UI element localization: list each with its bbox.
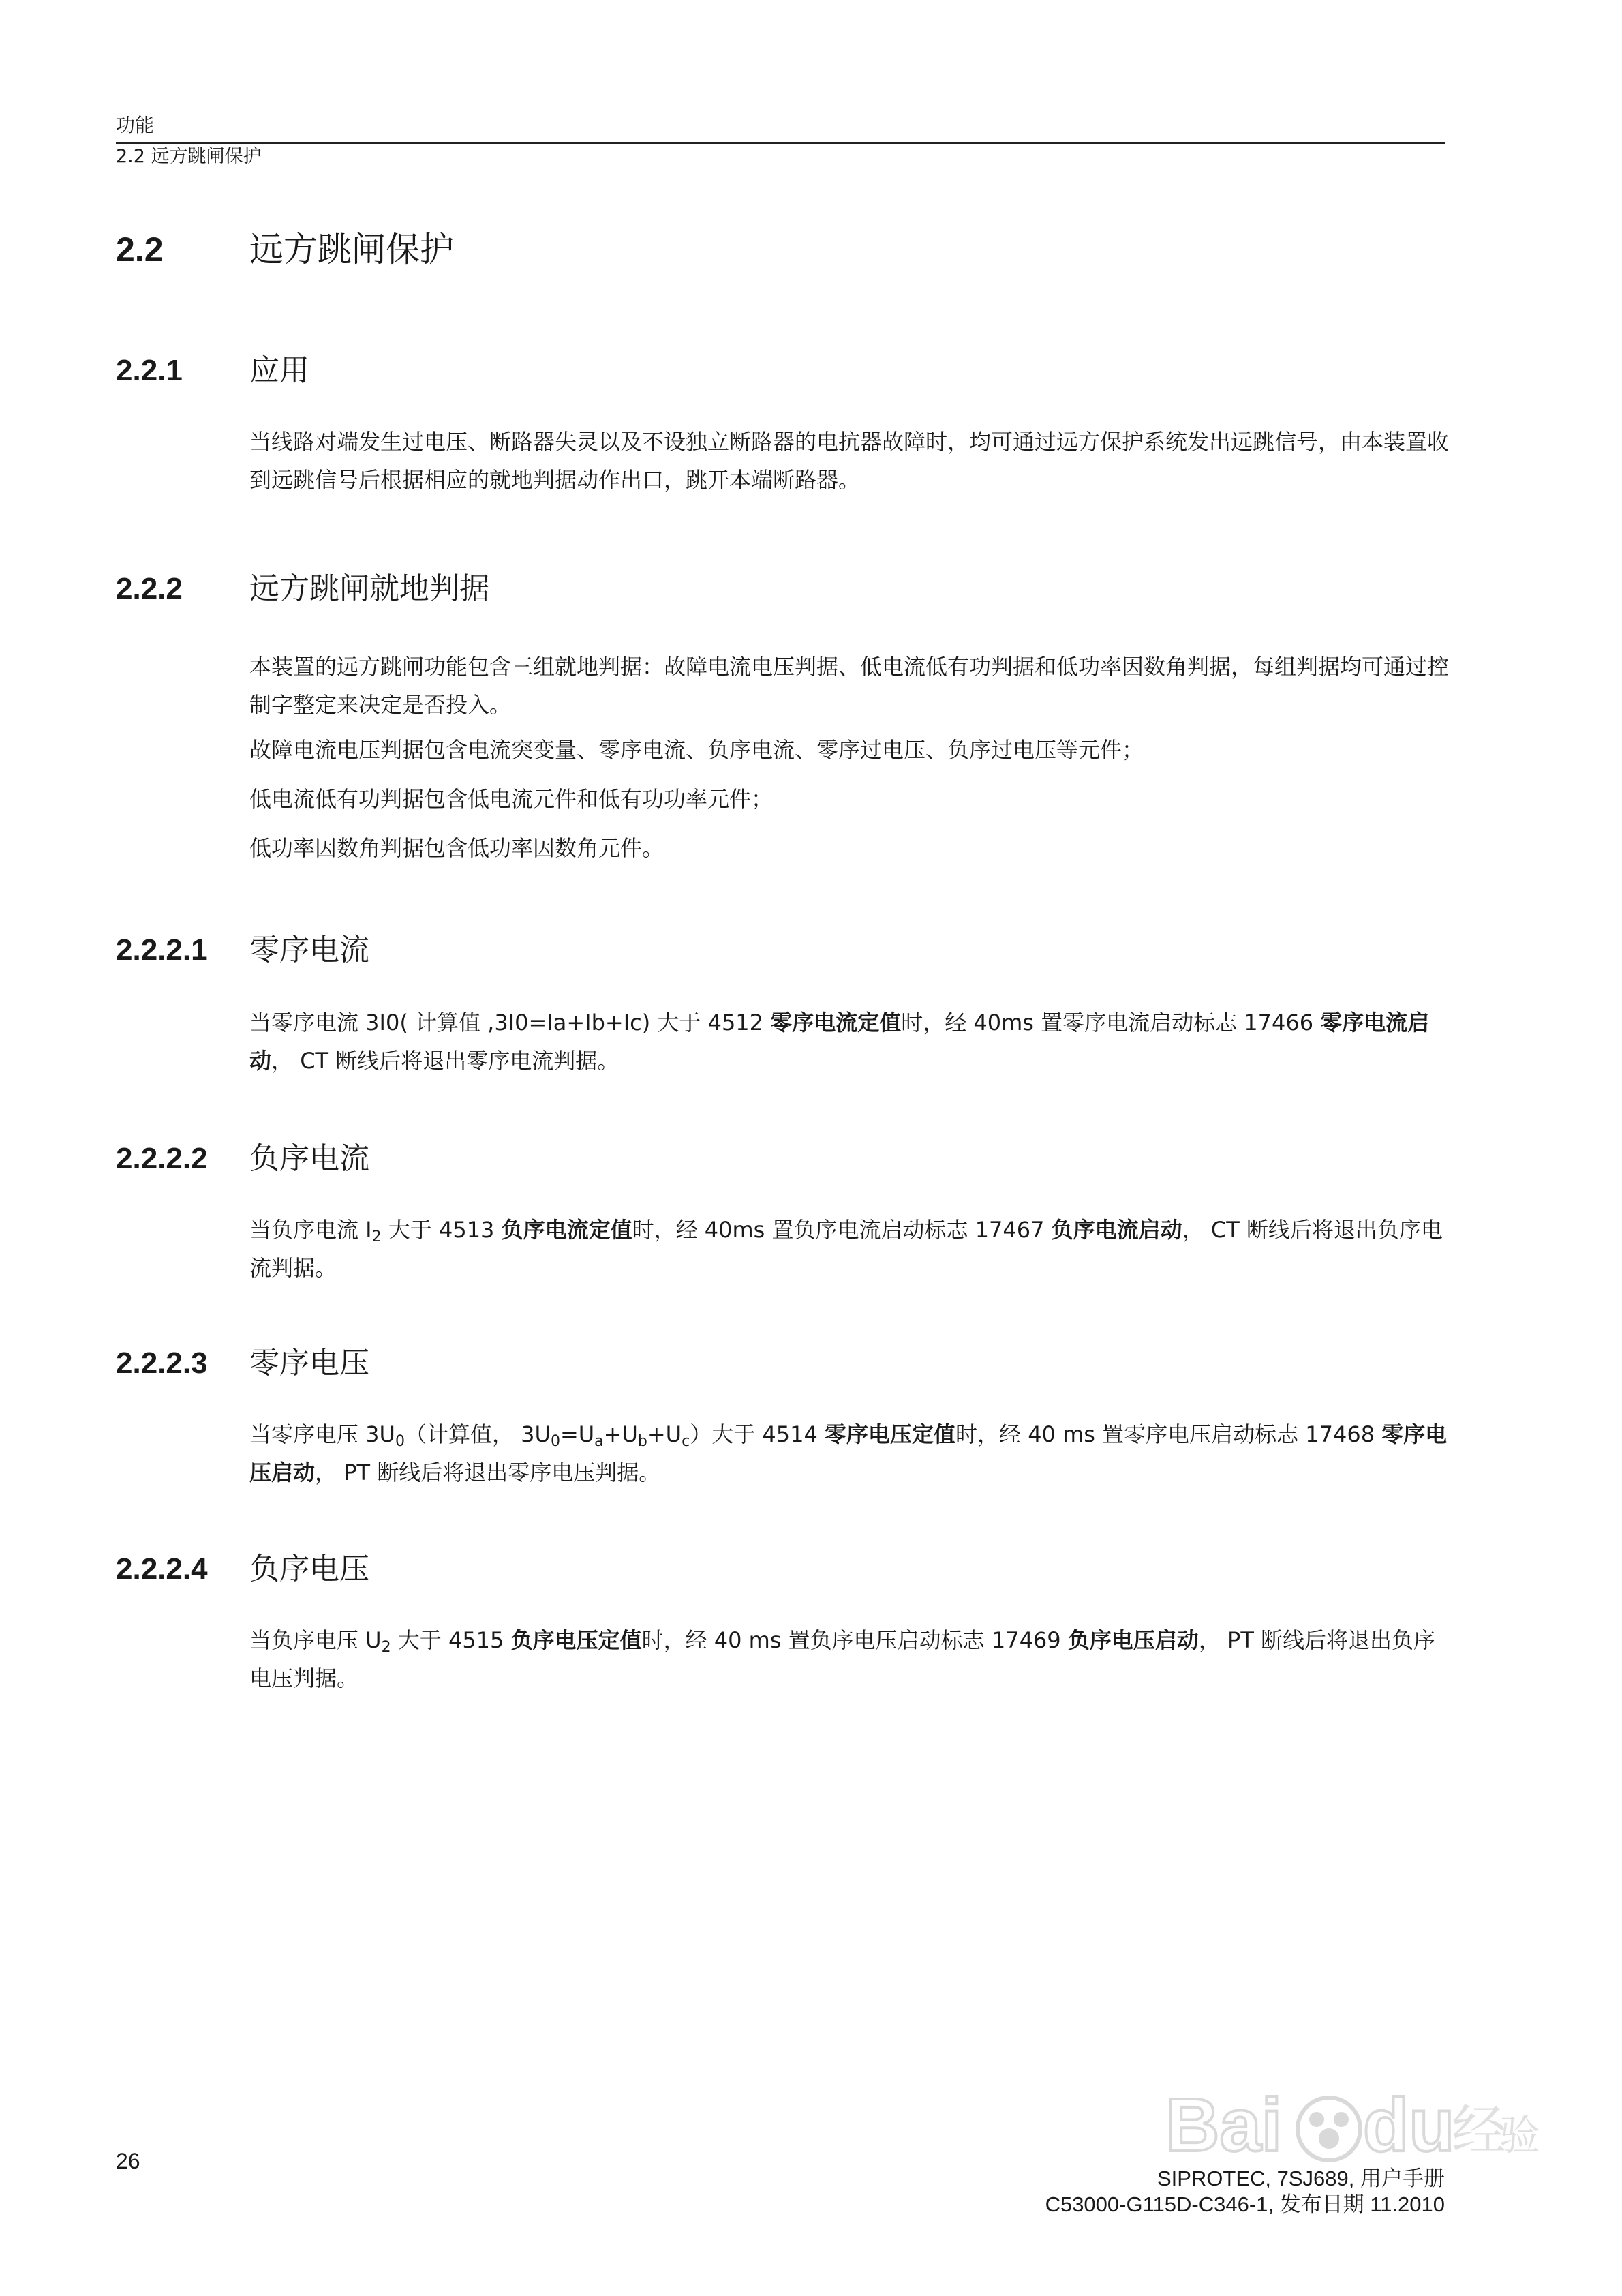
paragraph: 当负序电流 $I_2$ 大于 4513 负序电流定值时，经 40ms 置负序电流启动标志 17467 负序电流启动， CT 断线后将退出负序电流判据。 — [249, 1217, 1443, 1281]
section-heading-2-2-2-4 — [0, 1547, 1622, 1591]
section-number: 2.2.1 — [116, 354, 183, 387]
paragraph: 低电流低有功判据包含低电流元件和低有功功率元件； — [249, 786, 774, 812]
parameter-name: 负序电流定值 — [501, 1217, 632, 1243]
section-number: 2.2 — [116, 230, 164, 269]
section-title: 零序电压 — [249, 1346, 369, 1380]
section-title: 远方跳闸就地判据 — [249, 571, 489, 606]
section-number: 2.2.2.1 — [116, 933, 208, 967]
parameter-name: 零序电流定值 — [770, 1010, 902, 1036]
section-number: 2.2.2 — [116, 572, 183, 605]
paragraph: 当零序电流 3I0( 计算值 ,3I0=Ia+Ib+Ic) 大于 4512 零序电流定值时，经 40ms 置零序电流启动标志 17466 零序电流启动， CT 断线后将退出零序电流判据。 — [249, 1010, 1430, 1074]
section-heading-2-2-2-1 — [0, 928, 1622, 972]
header-rule — [116, 142, 1445, 144]
section-title: 远方跳闸保护 — [249, 230, 454, 269]
page-number: 26 — [116, 2149, 140, 2173]
message-name: 负序电流启动 — [1051, 1217, 1182, 1243]
section-heading-2-2-1 — [0, 349, 1622, 393]
svg-text:Bai: Bai — [1165, 2083, 1283, 2167]
running-header-chapter: 功能 — [116, 114, 155, 136]
paragraph: 故障电流电压判据包含电流突变量、零序电流、负序电流、零序过电压、负序过电压等元件； — [249, 737, 1144, 763]
svg-text:经: 经 — [1452, 2099, 1506, 2162]
svg-text:du: du — [1363, 2083, 1455, 2167]
paragraph: 当负序电压 $U_2$ 大于 4515 负序电压定值时，经 40 ms 置负序电压启动标志 17469 负序电压启动， PT 断线后将退出负序电压判据。 — [249, 1627, 1436, 1691]
footer-product: SIPROTEC, 7SJ689, 用户手册 — [1157, 2166, 1445, 2190]
baidu-jingyan-watermark-icon — [1159, 2076, 1540, 2178]
paragraph: 低功率因数角判据包含低功率因数角元件。 — [249, 835, 664, 861]
section-number: 2.2.2.3 — [116, 1346, 208, 1380]
section-heading-2-2-2-2 — [0, 1137, 1622, 1181]
message-name: 负序电压启动 — [1067, 1627, 1199, 1653]
section-heading-2-2-2-3 — [0, 1342, 1622, 1385]
message-name: 零序电流启动 — [249, 1010, 1430, 1074]
parameter-name: 零序电压定值 — [825, 1421, 956, 1447]
section-title: 零序电流 — [249, 933, 369, 967]
section-title: 负序电压 — [249, 1552, 369, 1586]
paragraph: 当线路对端发生过电压、断路器失灵以及不设独立断路器的电抗器故障时，均可通过远方保护系统发出远跳信号，由本装置收到远跳信号后根据相应的就地判据动作出口，跳开本端断路器。 — [249, 429, 1450, 493]
message-name: 零序电压启动 — [249, 1421, 1448, 1485]
footer-doc-id: C53000-G115D-C346-1, 发布日期 11.2010 — [1045, 2192, 1445, 2216]
section-heading-2-2-2 — [0, 567, 1622, 611]
section-number: 2.2.2.2 — [116, 1142, 208, 1175]
parameter-name: 负序电压定值 — [510, 1627, 642, 1653]
paragraph: 当零序电压 $3U_0$（计算值， $3U_0=U_a+U_b+U_c$）大于 4514 零序电压定值时，经 40 ms 置零序电压启动标志 17468 零序电压启动， PT 断线后将退出零序电压判据。 — [249, 1421, 1448, 1485]
section-title: 应用 — [249, 353, 309, 388]
section-heading-2-2 — [0, 225, 1622, 274]
section-number: 2.2.2.4 — [116, 1552, 208, 1586]
section-title: 负序电流 — [249, 1141, 369, 1176]
svg-text:验: 验 — [1499, 2112, 1540, 2160]
paragraph: 本装置的远方跳闸功能包含三组就地判据：故障电流电压判据、低电流低有功判据和低功率因数角判据，每组判据均可通过控制字整定来决定是否投入。 — [249, 654, 1450, 718]
running-header-section: 2.2 远方跳闸保护 — [116, 146, 262, 167]
